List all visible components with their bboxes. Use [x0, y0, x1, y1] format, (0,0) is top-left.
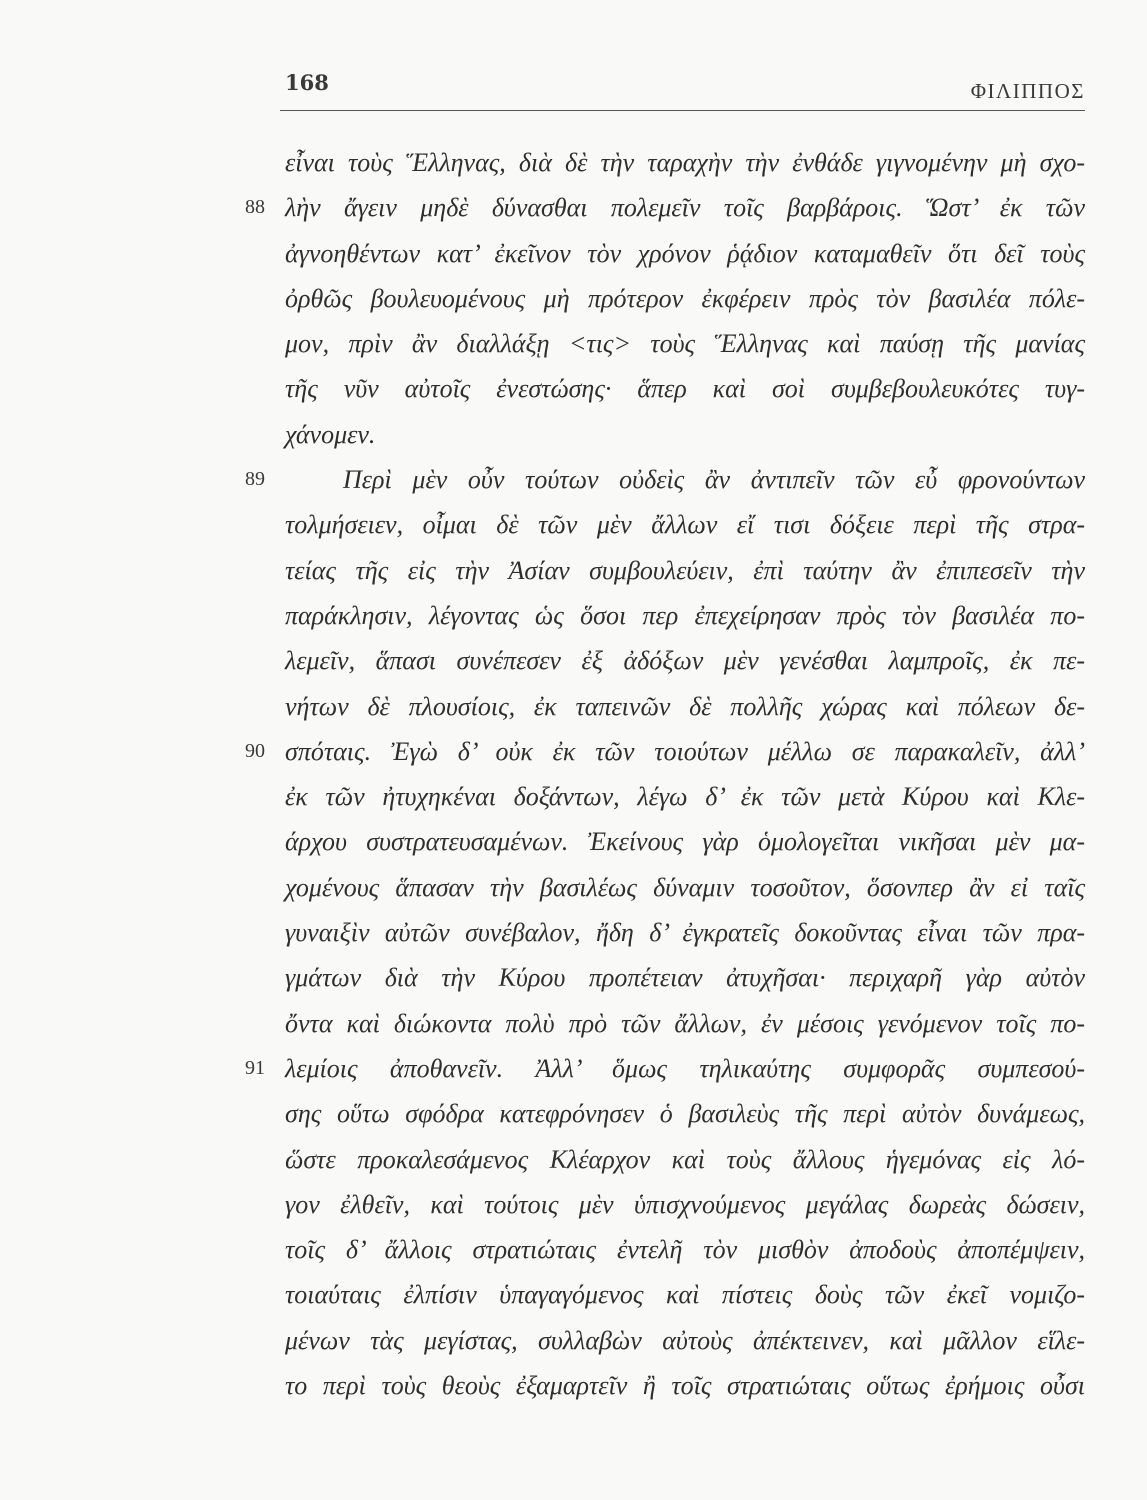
text-line	[285, 638, 1085, 683]
text-line	[285, 774, 1085, 819]
line-text: χάνομεν.	[285, 419, 376, 449]
line-text: γμάτων διὰ τὴν Κύρου προπέτειαν ἀτυχῆσαι· περιχαρῆ γὰρ αὐτὸν	[285, 963, 1085, 993]
line-text: νήτων δὲ πλουσίοις, ἐκ ταπεινῶν δὲ πολλῆς χώρας καὶ πόλεων δε-	[285, 691, 1085, 721]
text-line	[285, 1363, 1085, 1408]
text-line	[245, 185, 1085, 230]
text-line	[285, 231, 1085, 276]
line-text: γυναιξὶν αὐτῶν συνέβαλον, ἤδη δ’ ἐγκρατεῖς δοκοῦντας εἶναι τῶν πρα-	[285, 918, 1085, 948]
text-line	[245, 457, 1085, 502]
text-line	[285, 1137, 1085, 1182]
line-text: ὥστε προκαλεσάμενος Κλέαρχον καὶ τοὺς ἄλλους ἡγεμόνας εἰς λό-	[285, 1144, 1085, 1174]
line-text: χομένους ἅπασαν τὴν βασιλέως δύναμιν τοσοῦτον, ὅσονπερ ἂν εἰ ταῖς	[285, 872, 1085, 902]
text-line	[285, 955, 1085, 1000]
line-text: σης οὕτω σφόδρα κατεφρόνησεν ὁ βασιλεὺς τῆς περὶ αὐτὸν δυνάμεως,	[285, 1099, 1085, 1129]
text-line	[285, 412, 1085, 457]
line-text: ὄντα καὶ διώκοντα πολὺ πρὸ τῶν ἄλλων, ἐν μέσοις γενόμενον τοῖς πο-	[285, 1008, 1085, 1038]
running-title: ΦΙΛΙΠΠΟΣ	[970, 79, 1085, 103]
body-text	[245, 140, 1085, 1408]
line-text: μένων τὰς μεγίστας, συλλαβὼν αὐτοὺς ἀπέκτεινεν, καὶ μᾶλλον εἵλε-	[285, 1325, 1085, 1355]
text-line	[285, 684, 1085, 729]
text-line	[285, 140, 1085, 185]
line-text: ἀγνοηθέντων κατ’ ἐκεῖνον τὸν χρόνον ῥᾴδιον καταμαθεῖν ὅτι δεῖ τοὺς	[285, 238, 1085, 268]
line-text: λεμεῖν, ἅπασι συνέπεσεν ἐξ ἀδόξων μὲν γενέσθαι λαμπροῖς, ἐκ πε-	[285, 646, 1085, 676]
text-line	[285, 321, 1085, 366]
line-text: τείας τῆς εἰς τὴν Ἀσίαν συμβουλεύειν, ἐπὶ ταύτην ἂν ἐπιπεσεῖν τὴν	[285, 555, 1085, 585]
line-text: τοιαύταις ἐλπίσιν ὑπαγαγόμενος καὶ πίστεις δοὺς τῶν ἐκεῖ νομιζο-	[285, 1280, 1085, 1310]
line-text: τῆς νῦν αὐτοῖς ἐνεστώσης· ἅπερ καὶ σοὶ συμβεβουλευκότες τυγ-	[285, 374, 1085, 404]
section-number: 88	[245, 196, 265, 219]
line-text: άρχου συστρατευσαμένων. Ἐκείνους γὰρ ὁμολογεῖται νικῆσαι μὲν μα-	[285, 827, 1085, 857]
text-line	[285, 502, 1085, 547]
line-text: τολμήσειεν, οἶμαι δὲ τῶν μὲν ἄλλων εἴ τισι δόξειε περὶ τῆς στρα-	[285, 510, 1085, 540]
section-number: 90	[245, 739, 265, 762]
page-number: 168	[285, 70, 329, 95]
line-text: λὴν ἄγειν μηδὲ δύνασθαι πολεμεῖν τοῖς βαρβάροις. Ὥστ’ ἐκ τῶν	[285, 193, 1085, 223]
header-rule	[280, 110, 1085, 111]
line-text: μον, πρὶν ἂν διαλλάξῃ <τις> τοὺς Ἕλληνας καὶ παύσῃ τῆς μανίας	[285, 329, 1085, 359]
line-text: γον ἐλθεῖν, καὶ τούτοις μὲν ὑπισχνούμενος μεγάλας δωρεὰς δώσειν,	[285, 1189, 1085, 1219]
text-line	[285, 1227, 1085, 1272]
text-line	[285, 593, 1085, 638]
line-text: Περὶ μὲν οὖν τούτων οὐδεὶς ἂν ἀντιπεῖν τῶν εὖ φρονούντων	[343, 465, 1085, 495]
section-number: 91	[245, 1056, 265, 1079]
line-text: ἐκ τῶν ἠτυχηκέναι δοξάντων, λέγω δ’ ἐκ τῶν μετὰ Κύρου καὶ Κλε-	[285, 782, 1085, 812]
text-line	[245, 729, 1085, 774]
text-line	[285, 1272, 1085, 1317]
text-line	[285, 1182, 1085, 1227]
line-text: εἶναι τοὺς Ἕλληνας, διὰ δὲ τὴν ταραχὴν τὴν ἐνθάδε γιγνομένην μὴ σχο-	[285, 148, 1085, 177]
line-text: τοῖς δ’ ἄλλοις στρατιώταις ἐντελῆ τὸν μισθὸν ἀποδοὺς ἀποπέμψειν,	[285, 1235, 1085, 1265]
text-line	[245, 1046, 1085, 1091]
text-line	[285, 366, 1085, 411]
text-line	[285, 1318, 1085, 1363]
section-number: 89	[245, 468, 265, 491]
text-line	[285, 1091, 1085, 1136]
line-text: ὀρθῶς βουλευομένους μὴ πρότερον ἐκφέρειν πρὸς τὸν βασιλέα πόλε-	[285, 283, 1085, 313]
text-line	[285, 548, 1085, 593]
text-line	[285, 865, 1085, 910]
text-line	[285, 819, 1085, 864]
line-text: λεμίοις ἀποθανεῖν. Ἀλλ’ ὅμως τηλικαύτης συμφορᾶς συμπεσού-	[285, 1053, 1085, 1083]
text-line	[285, 910, 1085, 955]
line-text: παράκλησιν, λέγοντας ὡς ὅσοι περ ἐπεχείρησαν πρὸς τὸν βασιλέα πο-	[285, 600, 1085, 630]
text-line	[285, 1001, 1085, 1046]
text-line	[285, 276, 1085, 321]
line-text: το περὶ τοὺς θεοὺς ἐξαμαρτεῖν ἢ τοῖς στρατιώταις οὕτως ἐρήμοις οὖσι	[285, 1371, 1085, 1401]
line-text: σπόταις. Ἐγὼ δ’ οὐκ ἐκ τῶν τοιούτων μέλλω σε παρακαλεῖν, ἀλλ’	[285, 736, 1085, 766]
